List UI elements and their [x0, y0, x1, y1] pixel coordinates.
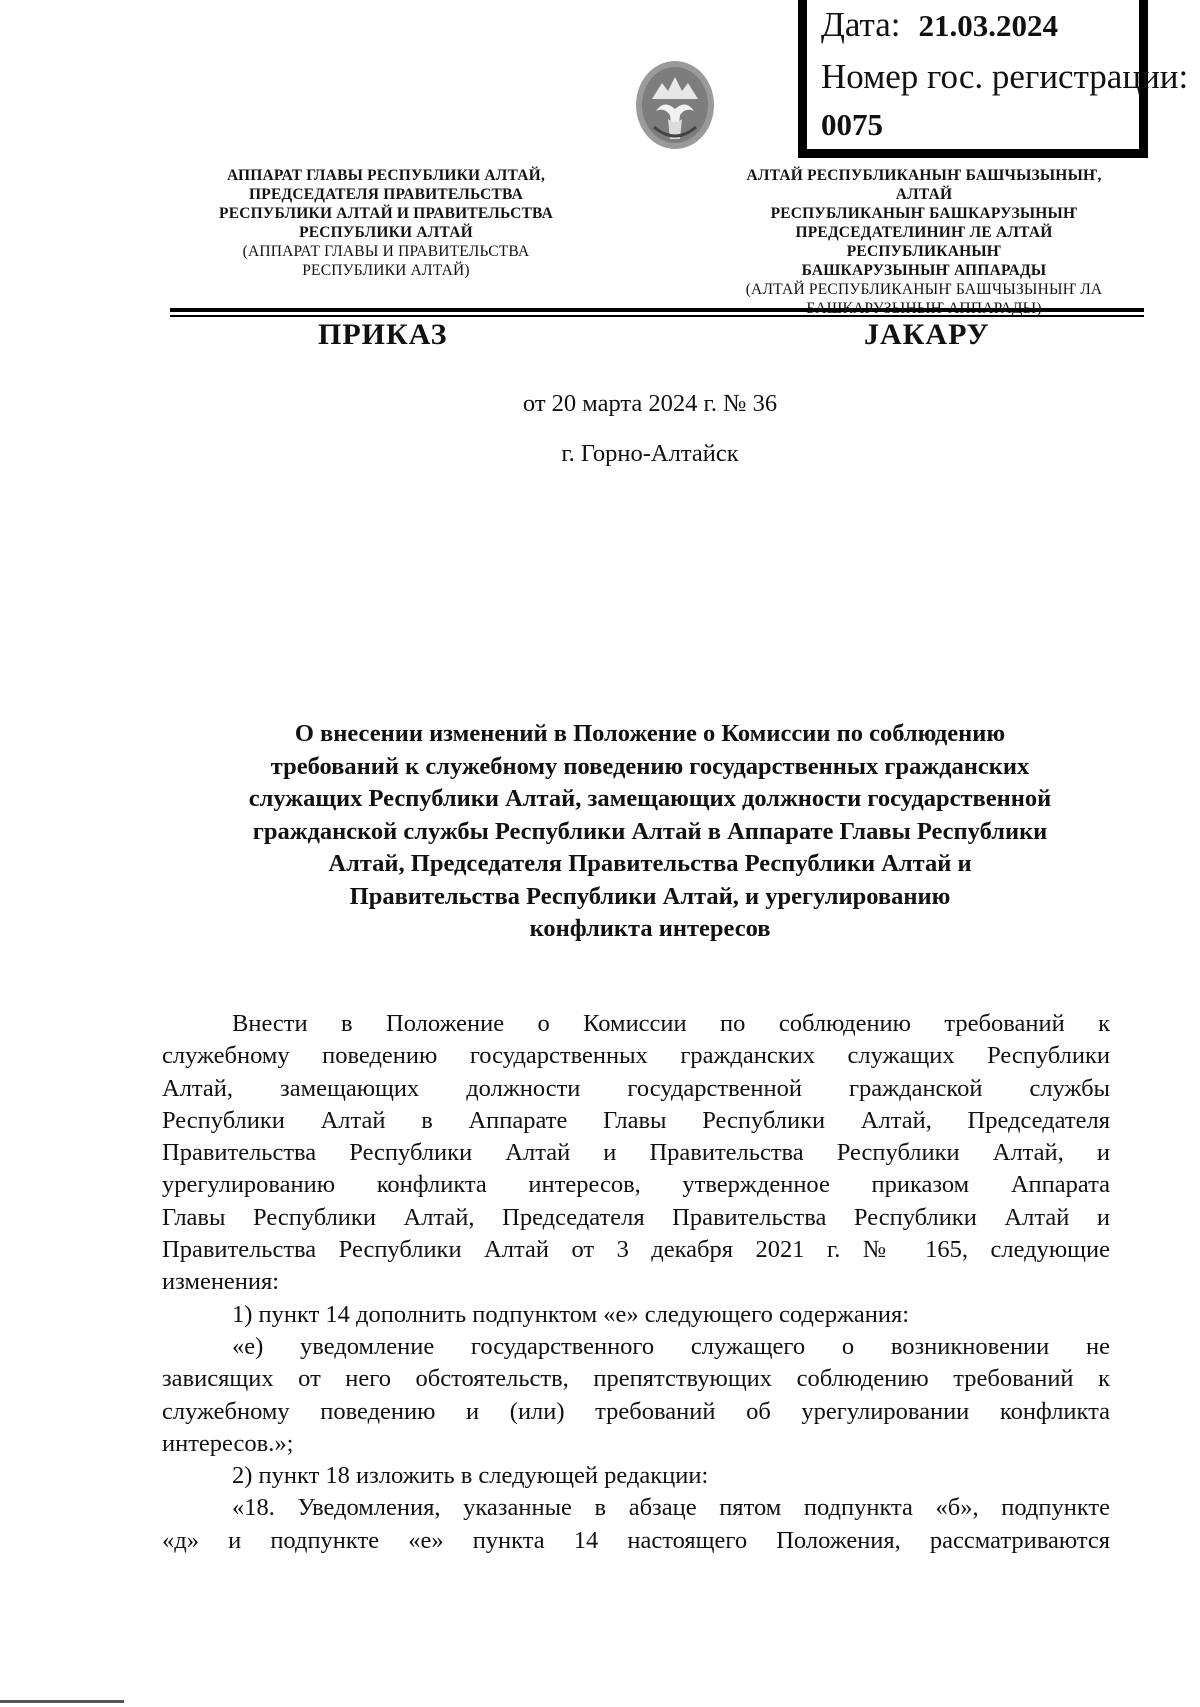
document-body [162, 1008, 1110, 1557]
heading-line: гражданской службы Республики Алтай в Аппарате Главы Республики [252, 817, 1048, 845]
body-line: изменения: [162, 1268, 280, 1296]
order-date-number: от 20 марта 2024 г. № 36 [522, 390, 778, 417]
header-left-line: (АППАРАТ ГЛАВЫ И ПРАВИТЕЛЬСТВА [242, 243, 530, 260]
stamp-reg-number: 0075 [821, 107, 883, 142]
header-divider-thin [170, 315, 1144, 317]
header-left-line: РЕСПУБЛИКИ АЛТАЙ) [302, 262, 470, 279]
header-divider-thick [170, 308, 1144, 312]
order-city: г. Горно-Алтайск [561, 440, 739, 467]
body-line: Республики Алтай в Аппарате Главы Республики Алтай, Председателя [162, 1106, 1110, 1134]
header-left-line: АППАРАТ ГЛАВЫ РЕСПУБЛИКИ АЛТАЙ, [226, 167, 546, 184]
header-right-block [718, 166, 1130, 318]
order-title-russian: ПРИКАЗ [318, 318, 448, 351]
body-line: Главы Республики Алтай, Председателя Правительства Республики Алтай и [162, 1203, 1110, 1231]
header-right-line: АЛТАЙ РЕСПУБЛИКАНЫҤ БАШЧЫЗЫНЫҤ, АЛТАЙ [746, 167, 1102, 203]
body-line: Правительства Республики Алтай и Правительства Республики Алтай, и [162, 1139, 1110, 1167]
stamp-date [821, 5, 1058, 45]
stamp-reg-label: Номер гос. регистрации: [821, 57, 1189, 96]
registration-stamp [798, 0, 1189, 158]
heading-line: Алтай, Председателя Правительства Республики Алтай и [328, 850, 972, 877]
header-right-line: (АЛТАЙ РЕСПУБЛИКАНЫҤ БАШЧЫЗЫНЫҤ ЛА [745, 281, 1103, 298]
header-left-block [176, 166, 596, 280]
heading-line: О внесении изменений в Положение о Комиссии по соблюдению [294, 720, 1006, 747]
body-line: служебному поведению государственных гражданских служащих Республики [162, 1042, 1110, 1070]
header-left-line: РЕСПУБЛИКИ АЛТАЙ [299, 224, 473, 241]
body-line: Внести в Положение о Комиссии по соблюдению требований к [232, 1010, 1110, 1037]
body-line: Алтай, замещающих должности государственной гражданской службы [162, 1074, 1110, 1102]
stamp-date-label: Дата: [821, 5, 901, 44]
heading-line: конфликта интересов [529, 915, 771, 942]
header-left-line: РЕСПУБЛИКИ АЛТАЙ И ПРАВИТЕЛЬСТВА [219, 205, 553, 222]
body-line: зависящих от него обстоятельств, препятствующих соблюдению требований к [162, 1365, 1110, 1393]
scan-edge-mark [0, 1700, 124, 1703]
body-line: «д» и подпункте «е» пункта 14 настоящего Положения, рассматриваются [162, 1526, 1110, 1554]
body-line: служебному поведению и (или) требований об урегулировании конфликта [162, 1397, 1110, 1425]
stamp-date-value: 21.03.2024 [918, 8, 1058, 43]
heading-line: Правительства Республики Алтай, и урегулированию [349, 882, 951, 910]
heading-line: требований к служебному поведению государственных гражданских [270, 752, 1030, 780]
altai-emblem-icon [634, 59, 716, 155]
body-line: 1) пункт 14 дополнить подпунктом «е» следующего содержания: [232, 1300, 910, 1328]
header-right-line: БАШКАРУЗЫНЫҤ АППАРАДЫ [801, 262, 1047, 279]
document-heading [160, 718, 1140, 946]
header-right-line: РЕСПУБЛИКАНЫҤ БАШКАРУЗЫНЫҤ [770, 205, 1078, 222]
heading-line: служащих Республики Алтай, замещающих должности государственной [248, 785, 1052, 812]
body-line: интересов.»; [162, 1429, 294, 1457]
body-line: Правительства Республики Алтай от 3 декабря 2021 г. № 165, следующие [162, 1236, 1110, 1264]
body-line: «е) уведомление государственного служащего о возникновении не [232, 1332, 1110, 1360]
body-line: 2) пункт 18 изложить в следующей редакции: [232, 1462, 709, 1490]
body-line: урегулированию конфликта интересов, утвержденное приказом Аппарата [162, 1171, 1110, 1199]
order-title-altai: JАКАРУ [864, 318, 990, 351]
body-line: «18. Уведомления, указанные в абзаце пятом подпункта «б», подпункте [232, 1494, 1110, 1522]
header-left-line: ПРЕДСЕДАТЕЛЯ ПРАВИТЕЛЬСТВА [249, 186, 523, 203]
header-right-line: ПРЕДСЕДАТЕЛИНИҤ ЛЕ АЛТАЙ РЕСПУБЛИКАНЫҤ [795, 224, 1053, 260]
